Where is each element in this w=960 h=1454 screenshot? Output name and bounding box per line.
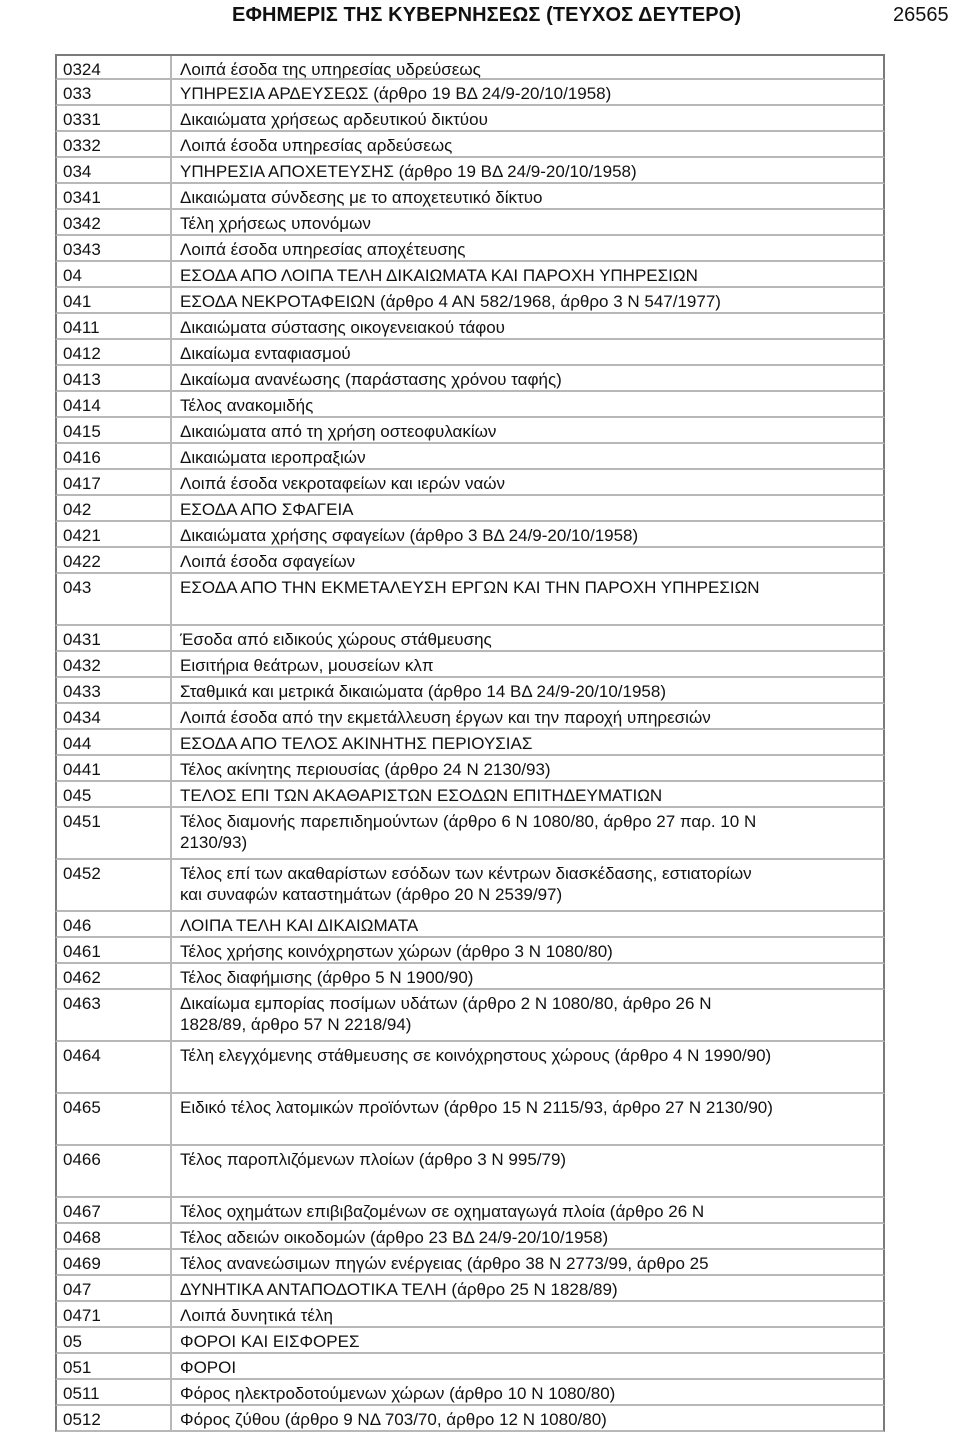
account-description-cell: Τέλος επί των ακαθαρίστων εσόδων των κέντρων διασκέδασης, εστιατορίων και συναφών καταστημάτων (άρθρο 20 Ν 2539/97)	[180, 864, 752, 904]
account-description-cell: Δικαιώματα σύστασης οικογενειακού τάφου	[180, 318, 505, 337]
account-description-cell: Δικαιώματα από τη χρήση οστεοφυλακίων	[180, 422, 497, 441]
table-row	[55, 470, 885, 496]
account-description-cell: Λοιπά έσοδα υπηρεσίας αποχέτευσης	[180, 240, 466, 259]
account-description-cell: Λοιπά έσοδα σφαγείων	[180, 552, 356, 571]
account-description-cell: Φόρος ηλεκτροδοτούμενων χώρων (άρθρο 10 Ν 1080/80)	[180, 1384, 616, 1403]
table-row	[55, 236, 885, 262]
account-code-cell: 0422	[57, 548, 172, 572]
table-row	[55, 808, 885, 860]
table-row	[55, 106, 885, 132]
table-row	[55, 574, 885, 626]
table-row	[55, 782, 885, 808]
account-code-cell: 0511	[57, 1380, 172, 1404]
account-code-cell: 0341	[57, 184, 172, 208]
account-code-cell: 051	[57, 1354, 172, 1378]
account-description-cell: Τέλη χρήσεως υπονόμων	[180, 214, 371, 233]
account-code-cell: 0469	[57, 1250, 172, 1274]
table-row	[55, 366, 885, 392]
account-code-cell: 041	[57, 288, 172, 312]
account-code-cell: 0343	[57, 236, 172, 260]
account-description-cell: Τέλος παροπλιζόμενων πλοίων (άρθρο 3 Ν 995/79)	[180, 1150, 567, 1169]
table-row	[55, 704, 885, 730]
account-description-cell: ΥΠΗΡΕΣΙΑ ΑΡΔΕΥΣΕΩΣ (άρθρο 19 ΒΔ 24/9-20/10/1958)	[180, 84, 612, 103]
table-row	[55, 314, 885, 340]
account-code-cell: 0331	[57, 106, 172, 130]
account-code-cell: 0411	[57, 314, 172, 338]
account-code-cell: 0412	[57, 340, 172, 364]
table-row	[55, 288, 885, 314]
table-row	[55, 678, 885, 704]
table-row	[55, 756, 885, 782]
account-description-cell: Δικαίωμα ανανέωσης (παράστασης χρόνου ταφής)	[180, 370, 562, 389]
table-row	[55, 938, 885, 964]
account-code-cell: 05	[57, 1328, 172, 1352]
account-description-cell: Έσοδα από ειδικούς χώρους στάθμευσης	[180, 630, 492, 649]
table-row	[55, 392, 885, 418]
table-row	[55, 1224, 885, 1250]
account-description-cell: Δικαιώματα σύνδεσης με το αποχετευτικό δίκτυο	[180, 188, 543, 207]
table-row	[55, 210, 885, 236]
account-description-cell: ΕΣΟΔΑ ΝΕΚΡΟΤΑΦΕΙΩΝ (άρθρο 4 ΑΝ 582/1968, άρθρο 3 Ν 547/1977)	[180, 292, 721, 311]
table-row	[55, 444, 885, 470]
account-code-cell: 0466	[57, 1146, 172, 1196]
account-description-cell: Δικαιώματα χρήσης σφαγείων (άρθρο 3 ΒΔ 24/9-20/10/1958)	[180, 526, 639, 545]
account-description-cell: Λοιπά έσοδα από την εκμετάλλευση έργων και την παροχή υπηρεσιών	[180, 708, 711, 727]
account-description-cell: Δικαιώματα χρήσεως αρδευτικού δικτύου	[180, 110, 488, 129]
account-description-cell: Σταθμικά και μετρικά δικαιώματα (άρθρο 14 ΒΔ 24/9-20/10/1958)	[180, 682, 666, 701]
account-code-cell: 0342	[57, 210, 172, 234]
table-row	[55, 1328, 885, 1354]
account-code-cell: 0324	[57, 56, 172, 78]
account-description-cell: Τέλος ανανεώσιμων πηγών ενέργειας (άρθρο 38 Ν 2773/99, άρθρο 25	[180, 1254, 709, 1273]
account-description-cell: Τέλος ανακομιδής	[180, 396, 314, 415]
account-code-cell: 0451	[57, 808, 172, 858]
table-row	[55, 184, 885, 210]
account-code-cell: 0431	[57, 626, 172, 650]
account-code-cell: 0467	[57, 1198, 172, 1222]
table-row	[55, 1094, 885, 1146]
account-code-cell: 0413	[57, 366, 172, 390]
account-description-cell: ΤΕΛΟΣ ΕΠΙ ΤΩΝ ΑΚΑΘΑΡΙΣΤΩΝ ΕΣΟΔΩΝ ΕΠΙΤΗΔΕΥΜΑΤΙΩΝ	[180, 786, 663, 805]
account-code-cell: 043	[57, 574, 172, 624]
account-code-cell: 046	[57, 912, 172, 936]
account-code-cell: 0415	[57, 418, 172, 442]
account-description-cell: Τέλος διαμονής παρεπιδημούντων (άρθρο 6 Ν 1080/80, άρθρο 27 παρ. 10 Ν 2130/93)	[180, 812, 757, 852]
table-row	[55, 548, 885, 574]
account-description-cell: Λοιπά δυνητικά τέλη	[180, 1306, 333, 1325]
account-code-cell: 0434	[57, 704, 172, 728]
account-code-cell: 0433	[57, 678, 172, 702]
account-description-cell: Εισιτήρια θεάτρων, μουσείων κλπ	[180, 656, 434, 675]
table-row	[55, 522, 885, 548]
account-description-cell: Τέλος αδειών οικοδομών (άρθρο 23 ΒΔ 24/9-20/10/1958)	[180, 1228, 609, 1247]
table-row	[55, 158, 885, 184]
account-description-cell: ΕΣΟΔΑ ΑΠΟ ΤΗΝ ΕΚΜΕΤΑΛΕΥΣΗ ΕΡΓΩΝ ΚΑΙ ΤΗΝ ΠΑΡΟΧΗ ΥΠΗΡΕΣΙΩΝ	[180, 578, 760, 597]
table-row	[55, 730, 885, 756]
account-code-cell: 0332	[57, 132, 172, 156]
account-description-cell: ΕΣΟΔΑ ΑΠΟ ΛΟΙΠΑ ΤΕΛΗ ΔΙΚΑΙΩΜΑΤΑ ΚΑΙ ΠΑΡΟΧΗ ΥΠΗΡΕΣΙΩΝ	[180, 266, 698, 285]
account-description-cell: Τέλος ακίνητης περιουσίας (άρθρο 24 Ν 2130/93)	[180, 760, 551, 779]
account-code-cell: 0461	[57, 938, 172, 962]
page-header	[0, 0, 960, 40]
account-code-cell: 0414	[57, 392, 172, 416]
account-code-cell: 0421	[57, 522, 172, 546]
account-code-cell: 042	[57, 496, 172, 520]
account-code-cell: 0464	[57, 1042, 172, 1092]
account-description-cell: Λοιπά έσοδα υπηρεσίας αρδεύσεως	[180, 136, 453, 155]
account-description-cell: ΥΠΗΡΕΣΙΑ ΑΠΟΧΕΤΕΥΣΗΣ (άρθρο 19 ΒΔ 24/9-20/10/1958)	[180, 162, 637, 181]
account-code-cell: 045	[57, 782, 172, 806]
account-description-cell: Λοιπά έσοδα της υπηρεσίας υδρεύσεως	[180, 60, 481, 78]
account-code-cell: 047	[57, 1276, 172, 1300]
account-code-cell: 0452	[57, 860, 172, 910]
account-description-cell: ΕΣΟΔΑ ΑΠΟ ΣΦΑΓΕΙΑ	[180, 500, 354, 519]
account-code-cell: 033	[57, 80, 172, 104]
account-description-cell: Τέλος οχημάτων επιβιβαζομένων σε οχηματαγωγά πλοία (άρθρο 26 Ν	[180, 1202, 705, 1221]
table-row	[55, 912, 885, 938]
account-code-cell: 0416	[57, 444, 172, 468]
account-code-cell: 0441	[57, 756, 172, 780]
account-description-cell: Λοιπά έσοδα νεκροταφείων και ιερών ναών	[180, 474, 506, 493]
table-row	[55, 860, 885, 912]
table-row	[55, 80, 885, 106]
account-code-cell: 0432	[57, 652, 172, 676]
table-row	[55, 990, 885, 1042]
account-description-cell: Τέλος χρήσης κοινόχρηστων χώρων (άρθρο 3 Ν 1080/80)	[180, 942, 613, 961]
account-code-cell: 044	[57, 730, 172, 754]
account-description-cell: Τέλη ελεγχόμενης στάθμευσης σε κοινόχρηστους χώρους (άρθρο 4 Ν 1990/90)	[180, 1046, 772, 1065]
account-code-cell: 0512	[57, 1406, 172, 1430]
account-code-cell: 0462	[57, 964, 172, 988]
table-row	[55, 1042, 885, 1094]
account-description-cell: Δικαιώματα ιεροπραξιών	[180, 448, 366, 467]
table-row	[55, 1276, 885, 1302]
account-description-cell: ΦΟΡΟΙ	[180, 1358, 237, 1377]
account-code-cell: 0468	[57, 1224, 172, 1248]
account-code-cell: 0417	[57, 470, 172, 494]
table-row	[55, 262, 885, 288]
table-row	[55, 626, 885, 652]
account-code-cell: 0465	[57, 1094, 172, 1144]
gazette-title: ΕΦΗΜΕΡΙΣ ΤΗΣ ΚΥΒΕΡΝΗΣΕΩΣ (ΤΕΥΧΟΣ ΔΕΥΤΕΡΟ)	[232, 4, 742, 26]
table-row	[55, 340, 885, 366]
table-row	[55, 54, 885, 80]
account-description-cell: ΦΟΡΟΙ ΚΑΙ ΕΙΣΦΟΡΕΣ	[180, 1332, 360, 1351]
table-row	[55, 132, 885, 158]
account-description-cell: ΔΥΝΗΤΙΚΑ ΑΝΤΑΠΟΔΟΤΙΚΑ ΤΕΛΗ (άρθρο 25 Ν 1828/89)	[180, 1280, 618, 1299]
account-code-cell: 0471	[57, 1302, 172, 1326]
account-code-cell: 034	[57, 158, 172, 182]
account-description-cell: Τέλος διαφήμισης (άρθρο 5 Ν 1900/90)	[180, 968, 474, 987]
table-row	[55, 964, 885, 990]
revenue-codes-table	[55, 54, 885, 1454]
table-row	[55, 418, 885, 444]
table-row	[55, 1380, 885, 1406]
account-description-cell: Δικαίωμα εμπορίας ποσίμων υδάτων (άρθρο 2 Ν 1080/80, άρθρο 26 Ν 1828/89, άρθρο 57 Ν 2218/94)	[180, 994, 712, 1034]
table-row	[55, 1354, 885, 1380]
account-description-cell: ΛΟΙΠΑ ΤΕΛΗ ΚΑΙ ΔΙΚΑΙΩΜΑΤΑ	[180, 916, 419, 935]
table-row	[55, 1302, 885, 1328]
account-description-cell: Ειδικό τέλος λατομικών προϊόντων (άρθρο 15 Ν 2115/93, άρθρο 27 Ν 2130/90)	[180, 1098, 773, 1117]
account-code-cell: 04	[57, 262, 172, 286]
table-row	[55, 1146, 885, 1198]
table-row	[55, 652, 885, 678]
table-row	[55, 1198, 885, 1224]
account-description-cell: ΕΣΟΔΑ ΑΠΟ ΤΕΛΟΣ ΑΚΙΝΗΤΗΣ ΠΕΡΙΟΥΣΙΑΣ	[180, 734, 533, 753]
table-row	[55, 1406, 885, 1432]
account-description-cell: Δικαίωμα ενταφιασμού	[180, 344, 351, 363]
account-description-cell: Φόρος ζύθου (άρθρο 9 ΝΔ 703/70, άρθρο 12 Ν 1080/80)	[180, 1410, 607, 1429]
page-number: 26565	[893, 4, 949, 26]
table-row	[55, 496, 885, 522]
table-row	[55, 1250, 885, 1276]
account-code-cell: 0463	[57, 990, 172, 1040]
